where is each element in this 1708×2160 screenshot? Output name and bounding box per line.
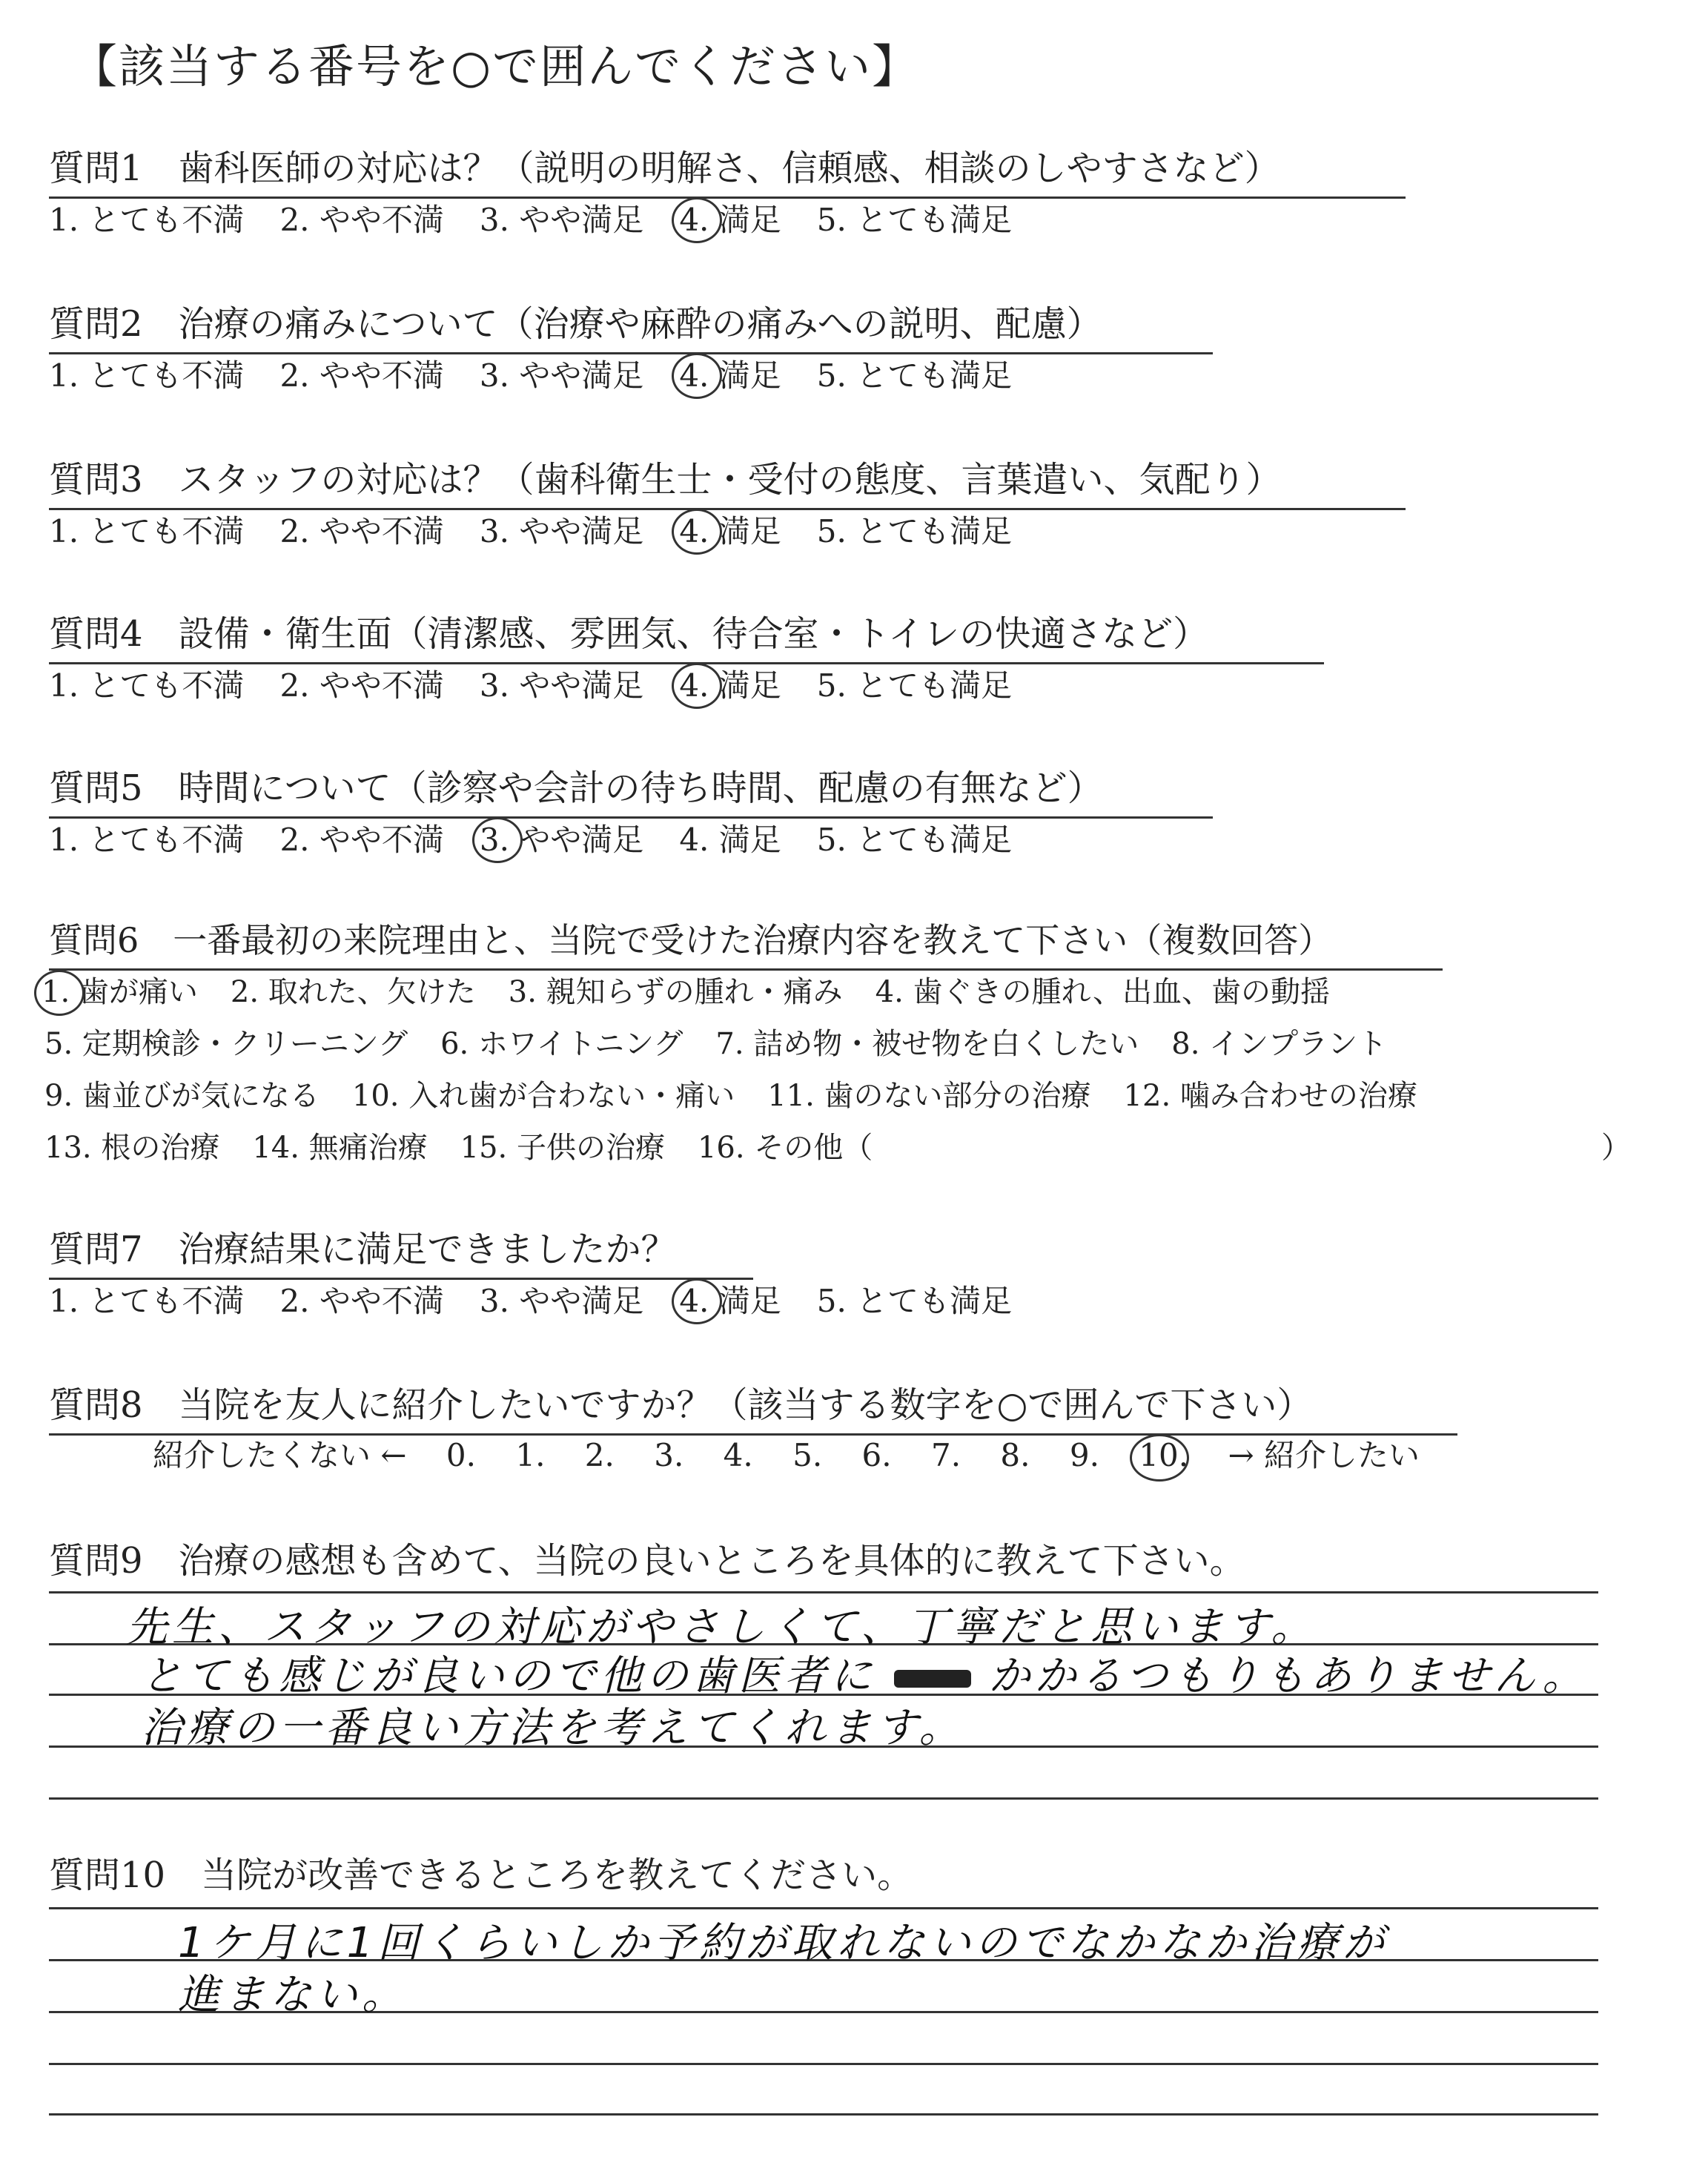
- question-8: 質問8 当院を友人に紹介したいですか？（該当する数字を○で囲んで下さい）: [49, 1376, 1457, 1436]
- question-9: 質問9 治療の感想も含めて、当院の良いところを具体的に教えて下さい。: [49, 1540, 1245, 1582]
- q4-option-5[interactable]: 5. とても満足: [816, 667, 1013, 704]
- q4-option-2[interactable]: 2. やや不満: [279, 667, 444, 704]
- q7-option-4[interactable]: 4. 満足: [679, 1277, 781, 1321]
- q10-answer-line-2: 進まない。: [178, 1971, 408, 2019]
- q2-option-4[interactable]: 4. 満足: [679, 351, 781, 396]
- q5-option-1[interactable]: 1. とても不満: [49, 822, 245, 858]
- q8-scale-3[interactable]: 3.: [654, 1437, 684, 1473]
- answer-line: [49, 1591, 1598, 1593]
- q6-option-5[interactable]: 5. 定期検診・クリーニング: [44, 1027, 408, 1061]
- q1-option-1[interactable]: 1. とても不満: [49, 202, 245, 238]
- q5-option-2[interactable]: 2. やや不満: [279, 822, 444, 858]
- q3-option-5[interactable]: 5. とても満足: [816, 513, 1013, 549]
- question-8-scale: [153, 1431, 1449, 1476]
- question-5-options: [49, 816, 1047, 860]
- q7-option-5[interactable]: 5. とても満足: [816, 1283, 1013, 1319]
- q8-scale-2[interactable]: 2.: [584, 1437, 615, 1473]
- q6-option-16[interactable]: 16. その他（: [697, 1131, 873, 1165]
- q5-option-4[interactable]: 4. 満足: [679, 822, 781, 858]
- question-2: 質問2 治療の痛みについて（治療や麻酔の痛みへの説明、配慮）: [49, 295, 1213, 354]
- answer-line: [49, 1907, 1598, 1909]
- question-7-options: [49, 1277, 1047, 1321]
- answer-line: [49, 1797, 1598, 1800]
- q3-option-3[interactable]: 3. やや満足: [479, 513, 644, 549]
- q6-option-3[interactable]: 3. 親知らずの腫れ・痛み: [508, 975, 843, 1009]
- question-6: 質問6 一番最初の来院理由と、当院で受けた治療内容を教えて下さい（複数回答）: [49, 914, 1443, 971]
- q3-option-1[interactable]: 1. とても不満: [49, 513, 245, 549]
- q9-answer-line-3: 治療の一番良い方法を考えてくれます。: [141, 1704, 965, 1752]
- q8-scale-0[interactable]: 0.: [446, 1437, 476, 1473]
- question-6-row-4: [44, 1124, 905, 1166]
- question-10: 質問10 当院が改善できるところを教えてください。: [49, 1855, 913, 1896]
- q6-option-10[interactable]: 10. 入れ歯が合わない・痛い: [351, 1079, 735, 1113]
- question-6-row-3: [44, 1072, 1450, 1114]
- q4-option-3[interactable]: 3. やや満足: [479, 667, 644, 704]
- q8-scale-9[interactable]: 9.: [1069, 1437, 1099, 1473]
- q2-option-2[interactable]: 2. やや不満: [279, 357, 444, 394]
- q1-option-4[interactable]: 4. 満足: [679, 196, 781, 240]
- q2-option-1[interactable]: 1. とても不満: [49, 357, 245, 394]
- q2-option-3[interactable]: 3. やや満足: [479, 357, 644, 394]
- q6-option-2[interactable]: 2. 取れた、欠けた: [230, 975, 476, 1009]
- q1-option-5[interactable]: 5. とても満足: [816, 202, 1013, 238]
- q10-answer-line-1: 1ケ月に1回くらいしか予約が取れないのでなかなか治療が: [178, 1919, 1389, 1967]
- q3-option-2[interactable]: 2. やや不満: [279, 513, 444, 549]
- q6-option-7[interactable]: 7. 詰め物・被せ物を白くしたい: [715, 1027, 1139, 1061]
- answer-line: [49, 2063, 1598, 2065]
- q8-right-label: → 紹介したい: [1228, 1437, 1420, 1473]
- q8-scale-5[interactable]: 5.: [792, 1437, 823, 1473]
- q4-option-1[interactable]: 1. とても不満: [49, 667, 245, 704]
- question-7: 質問7 治療結果に満足できましたか？: [49, 1221, 753, 1280]
- q7-option-1[interactable]: 1. とても不満: [49, 1283, 245, 1319]
- q6-option-14[interactable]: 14. 無痛治療: [252, 1131, 428, 1165]
- q8-left-label: 紹介したくない ←: [153, 1437, 407, 1473]
- q5-option-5[interactable]: 5. とても満足: [816, 822, 1013, 858]
- q6-option-6[interactable]: 6. ホワイトニング: [440, 1027, 683, 1061]
- q5-option-3[interactable]: 3. やや満足: [480, 816, 643, 860]
- q9-answer-line-2-text: とても感じが良いので他の歯医者に: [141, 1652, 876, 1700]
- question-4: 質問4 設備・衛生面（清潔感、雰囲気、待合室・トイレの快適さなど）: [49, 605, 1324, 664]
- q8-scale-10[interactable]: 10.: [1139, 1437, 1189, 1473]
- q9-answer-line-1: 先生、スタッフの対応がやさしくて、丁寧だと思います。: [126, 1603, 1317, 1651]
- question-2-options: [49, 351, 1047, 396]
- q1-option-2[interactable]: 2. やや不満: [279, 202, 444, 238]
- page-title: 【該当する番号を○で囲んでください】: [71, 39, 920, 93]
- answer-line: [49, 2113, 1598, 2116]
- q6-option-13[interactable]: 13. 根の治療: [44, 1131, 220, 1165]
- q6-option-12[interactable]: 12. 噛み合わせの治療: [1123, 1079, 1417, 1113]
- q6-option-8[interactable]: 8. インプラント: [1171, 1027, 1388, 1061]
- question-1: 質問1 歯科医師の対応は？（説明の明解さ、信頼感、相談のしやすさなど）: [49, 139, 1406, 199]
- question-3-options: [49, 507, 1047, 552]
- q8-scale-6[interactable]: 6.: [861, 1437, 892, 1473]
- question-1-options: [49, 196, 1047, 240]
- q3-option-4[interactable]: 4. 満足: [679, 507, 781, 552]
- q6-option-15[interactable]: 15. 子供の治療: [460, 1131, 665, 1165]
- q1-option-3[interactable]: 3. やや満足: [479, 202, 644, 238]
- q8-scale-4[interactable]: 4.: [723, 1437, 753, 1473]
- q8-scale-8[interactable]: 8.: [1000, 1437, 1030, 1473]
- q4-option-4[interactable]: 4. 満足: [679, 661, 781, 706]
- q7-option-3[interactable]: 3. やや満足: [479, 1283, 644, 1319]
- q2-option-5[interactable]: 5. とても満足: [816, 357, 1013, 394]
- question-4-options: [49, 661, 1047, 706]
- q6-option-4[interactable]: 4. 歯ぐきの腫れ、出血、歯の動揺: [875, 975, 1330, 1009]
- redaction-mark: [894, 1670, 971, 1688]
- q6-other-close-paren: ）: [1601, 1131, 1631, 1165]
- question-3: 質問3 スタッフの対応は？（歯科衛生士・受付の態度、言葉遣い、気配り）: [49, 451, 1406, 510]
- question-5: 質問5 時間について（診察や会計の待ち時間、配慮の有無など）: [49, 759, 1213, 819]
- q6-option-9[interactable]: 9. 歯並びが気になる: [44, 1079, 320, 1113]
- question-6-row-2: [44, 1020, 1420, 1063]
- q8-scale-1[interactable]: 1.: [515, 1437, 546, 1473]
- q6-option-11[interactable]: 11. 歯のない部分の治療: [767, 1079, 1091, 1113]
- q7-option-2[interactable]: 2. やや不満: [279, 1283, 444, 1319]
- q9-answer-line-2-cont: かかるつもりもありません。: [988, 1652, 1589, 1700]
- q8-scale-7[interactable]: 7.: [930, 1437, 961, 1473]
- question-6-row-1: [42, 968, 1363, 1011]
- q6-option-1[interactable]: 1. 歯が痛い: [42, 968, 198, 1011]
- q9-answer-line-2: [141, 1643, 1588, 1702]
